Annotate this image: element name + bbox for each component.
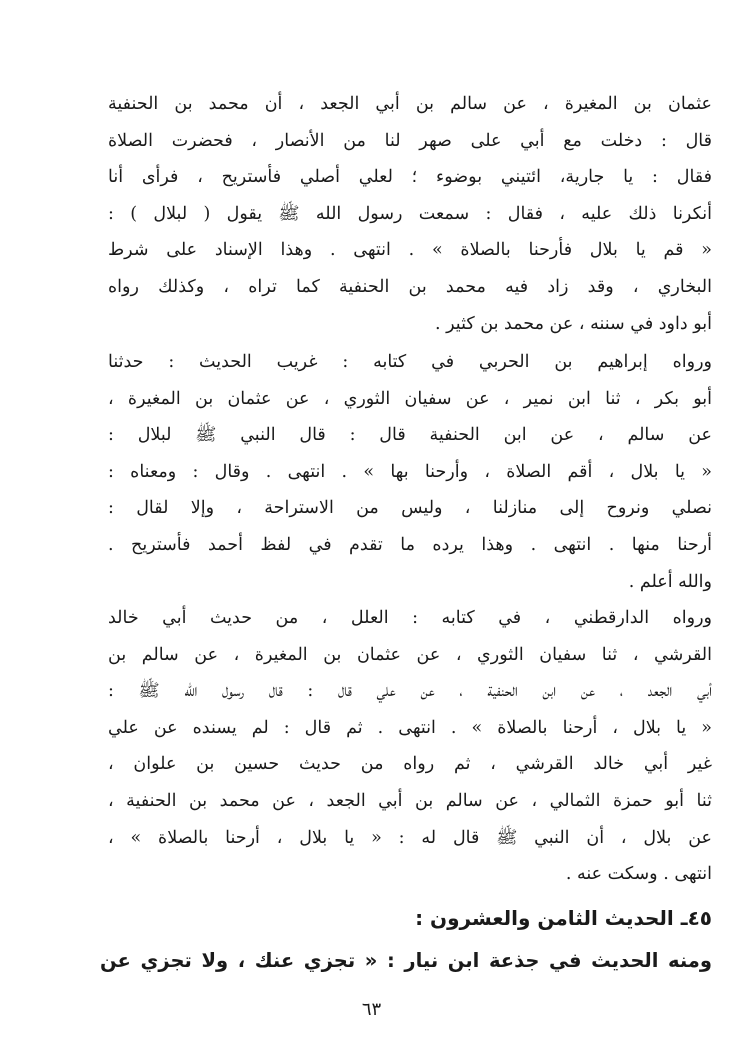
text-line: غير أبي خالد القرشي ، ثم رواه من حديث حسين بن علوان ، <box>108 754 712 775</box>
text-line: أرحنا منها . انتهى . وهذا يرده ما تقدم في لفظ أحمد فأستريح . <box>108 534 712 555</box>
text-line: انتهى . وسكت عنه . <box>565 864 712 885</box>
text-line: قال : دخلت مع أبي على صهر لنا من الأنصار ، فحضرت الصلاة <box>108 130 712 151</box>
text-line: عثمان بن المغيرة ، عن سالم بن أبي الجعد ، أن محمد بن الحنفية <box>108 94 712 114</box>
paragraph-2 <box>108 344 712 600</box>
text-line: ثنا أبو حمزة الثمالي ، عن سالم بن أبي الجعد ، عن محمد بن الحنفية ، <box>108 790 712 811</box>
hadith-opening-line: ومنه الحديث في جذعة ابن نيار : « تجزي عنك ، ولا تجزي عن <box>100 949 712 972</box>
text-line: عن سالم ، عن ابن الحنفية قال : قال النبي ﷺ لبلال : <box>108 425 712 446</box>
text-line: أبو بكر ، ثنا ابن نمير ، عن سفيان الثوري ، عن عثمان بن المغيرة ، <box>108 388 712 409</box>
text-line: أبو داود في سننه ، عن محمد بن كثير . <box>435 313 712 334</box>
text-line: ورواه الدارقطني ، في كتابه : العلل ، من حديث أبي خالد <box>108 608 712 628</box>
text-line: « قم يا بلال فأرحنا بالصلاة » . انتهى . وهذا الإسناد على شرط <box>108 240 712 261</box>
text-line: ورواه إبراهيم بن الحربي في كتابه : غريب الحديث : حدثنا <box>108 352 712 372</box>
paragraph-1 <box>108 86 712 342</box>
text-line: عن بلال ، أن النبي ﷺ قال له : « يا بلال ، أرحنا بالصلاة » ، <box>108 827 712 848</box>
text-line: نصلي ونروح إلى منازلنا ، وليس من الاستراحة ، وإلا لقال : <box>108 498 712 519</box>
text-line: أنكرنا ذلك عليه ، فقال : سمعت رسول الله ﷺ يقول ( لبلال ) : <box>108 203 712 224</box>
text-line: فقال : يا جارية، ائتيني بوضوء ؛ لعلي أصلي فأستريح ، فرأى أنا <box>108 167 712 188</box>
paragraph-3 <box>108 600 712 893</box>
text-line: والله أعلم . <box>628 571 712 592</box>
text-line: أبي الجعد ، عن ابن الحنفية ، عن علي قال : قال رسول الله ﷺ : <box>108 681 712 702</box>
text-line: البخاري ، وقد زاد فيه محمد بن الحنفية كما تراه ، وكذلك رواه <box>108 276 712 297</box>
page-number: ٦٣ <box>361 999 382 1020</box>
section-heading: ٤٥ـ الحديث الثامن والعشرون : <box>415 906 712 930</box>
text-line: « يا بلال ، أرحنا بالصلاة » . انتهى . ثم قال : لم يسنده عن علي <box>108 717 712 738</box>
text-line: القرشي ، ثنا سفيان الثوري ، عن عثمان بن المغيرة ، عن سالم بن <box>108 644 712 665</box>
text-line: « يا بلال ، أقم الصلاة ، وأرحنا بها » . انتهى . وقال : ومعناه : <box>108 461 712 482</box>
